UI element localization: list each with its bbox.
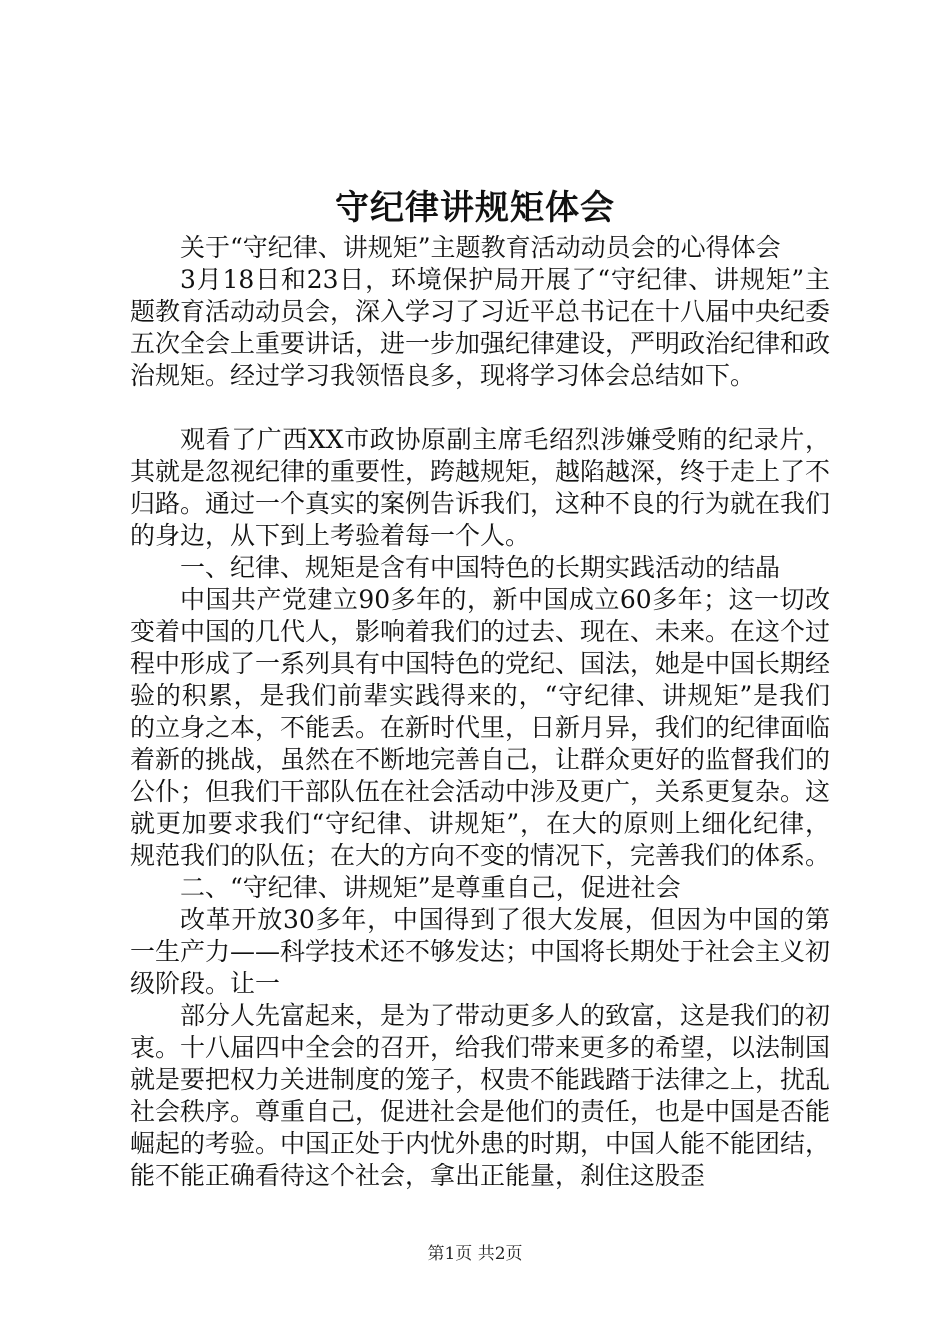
paragraph-section-two-b: 部分人先富起来，是为了带动更多人的致富，这是我们的初衷。十八届四中全会的召开，给我们带来更多的希望，以法制国就是要把权力关进制度的笼子，权贵不能践踏于法律之上，扰乱社会秩序。尊重自己，促进社会是他们的责任，也是中国是否能崛起的考验。中国正处于内忧外患的时期，中国人能不能团结，能不能正确看待这个社会，拿出正能量，刹住这股歪 [130, 1001, 831, 1190]
document-body [130, 232, 830, 1192]
document-title: 守纪律讲规矩体会 [335, 188, 615, 228]
paragraph-section-two-a: 改革开放30多年，中国得到了很大发展，但因为中国的第一生产力——科学技术还不够发达；中国将长期处于社会主义初级阶段。让一 [130, 905, 831, 998]
section-heading-two: 二、“守纪律、讲规矩”是尊重自己，促进社会 [180, 873, 681, 902]
paragraph-section-one: 中国共产党建立90多年的，新中国成立60多年；这一切改变着中国的几代人，影响着我们的过去、现在、未来。在这个过程中形成了一系列具有中国特色的党纪、国法，她是中国长期经验的积累，是我们前辈实践得来的，“守纪律、讲规矩”是我们的立身之本，不能丢。在新时代里，日新月异，我们的纪律面临着新的挑战，虽然在不断地完善自己，让群众更好的监督我们的公仆；但我们干部队伍在社会活动中涉及更广，关系更复杂。这就更加要求我们“守纪律、讲规矩”，在大的原则上细化纪律，规范我们的队伍；在大的方向不变的情况下，完善我们的体系。 [130, 585, 831, 870]
paragraph-intro: 3月18日和23日，环境保护局开展了“守纪律、讲规矩”主题教育活动动员会，深入学习了习近平总书记在十八届中央纪委五次全会上重要讲话，进一步加强纪律建设，严明政治纪律和政治规矩。经过学习我领悟良多，现将学习体会总结如下。 [130, 265, 831, 390]
section-heading-one: 一、纪律、规矩是含有中国特色的长期实践活动的结晶 [180, 553, 781, 582]
page-number-footer: 第1页 共2页 [427, 1244, 523, 1264]
paragraph-case-study: 观看了广西XX市政协原副主席毛绍烈涉嫌受贿的纪录片，其就是忽视纪律的重要性，跨越规矩，越陷越深，终于走上了不归路。通过一个真实的案例告诉我们，这种不良的行为就在我们的身边，从下到上考验着每一个人。 [130, 425, 831, 550]
paragraph-subtitle: 关于“守纪律、讲规矩”主题教育活动动员会的心得体会 [180, 233, 781, 262]
